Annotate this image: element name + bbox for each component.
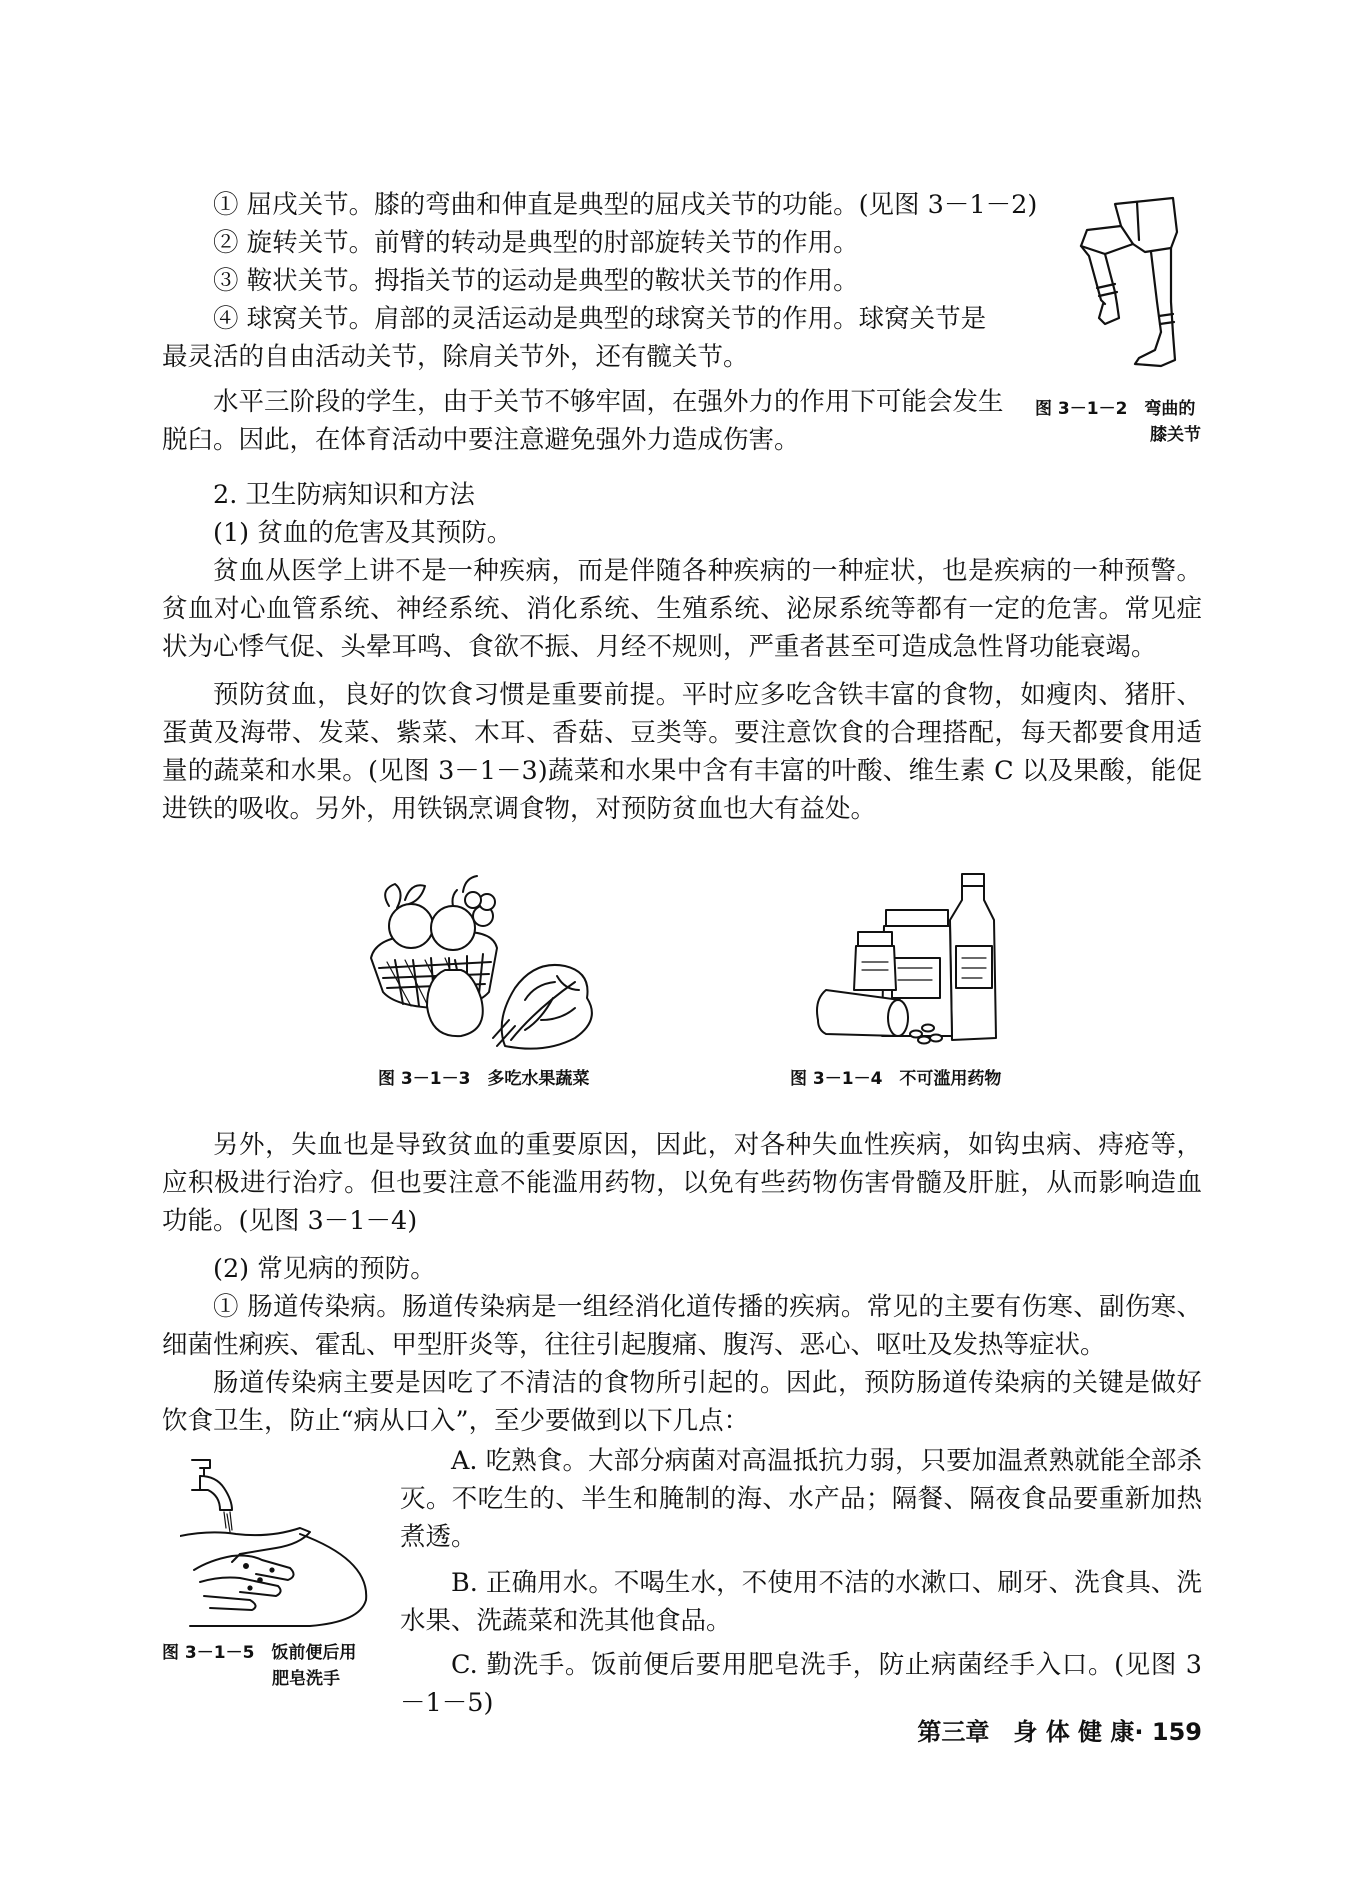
figure-washing-hands-caption-2 (272, 1666, 340, 1692)
page-footer (917, 1712, 1202, 1747)
figure-washing-hands-caption (162, 1640, 356, 1666)
figure-fruits-vegetables-caption: 图 3－1－3 多吃水果蔬菜 (378, 1069, 590, 1089)
joint-item-2: ② 旋转关节。前臂的转动是典型的肘部旋转关节的作用。 (213, 228, 859, 258)
paragraph-anemia-prevention: 预防贫血，良好的饮食习惯是重要前提。平时应多吃含铁丰富的食物，如瘦肉、猪肝、蛋黄及海带、发菜、紫菜、木耳、香菇、豆类等。要注意饮食的合理搭配，每天都要食用适量的蔬菜和水果。(见图 3－1－3)蔬菜和水果中含有丰富的叶酸、维生素 C 以及果酸，能促进铁的吸收。另外，用铁锅烹调食物，对预防贫血也大有益处。 (162, 680, 1202, 824)
fig315-text2: 肥皂洗手 (272, 1669, 340, 1689)
section-heading-hygiene: 2. 卫生防病知识和方法 (213, 480, 475, 510)
fruits-vegetables-illustration (365, 870, 625, 1055)
point-c-wash-hands: C. 勤洗手。饭前便后要用肥皂洗手，防止病菌经手入口。(见图 3－1－5) (400, 1650, 1202, 1718)
medicines-illustration (812, 870, 1004, 1055)
joint-item-1: ① 屈戌关节。膝的弯曲和伸直是典型的屈戌关节的功能。(见图 3－1－2) (213, 190, 1038, 220)
figure-washing-hands (180, 1450, 380, 1628)
paragraph-intestinal-disease: ① 肠道传染病。肠道传染病是一组经消化道传播的疾病。常见的主要有伤寒、副伤寒、细菌性痢疾、霍乱、甲型肝炎等，往往引起腹痛、腹泻、恶心、呕吐及发热等症状。 (162, 1292, 1202, 1360)
fig315-label: 图 3－1－5 (162, 1643, 255, 1663)
joint-item-4-line2: 最灵活的自由活动关节，除肩关节外，还有髋关节。 (162, 342, 749, 372)
fig312-text2: 膝关节 (1150, 425, 1201, 445)
figure-medicines-caption: 图 3－1－4 不可滥用药物 (790, 1069, 1002, 1089)
paragraph-intestinal-cause: 肠道传染病主要是因吃了不清洁的食物所引起的。因此，预防肠道传染病的关键是做好饮食卫生，防止“病从口入”，至少要做到以下几点： (162, 1368, 1202, 1436)
joint-warning-line1: 水平三阶段的学生，由于关节不够牢固，在强外力的作用下可能会发生 (213, 387, 1004, 417)
joint-item-3: ③ 鞍状关节。拇指关节的运动是典型的鞍状关节的作用。 (213, 266, 859, 296)
paragraph-anemia: 贫血从医学上讲不是一种疾病，而是伴随各种疾病的一种症状，也是疾病的一种预警。贫血对心血管系统、神经系统、消化系统、生殖系统、泌尿系统等都有一定的危害。常见症状为心悸气促、头晕耳鸣、食欲不振、月经不规则，严重者甚至可造成急性肾功能衰竭。 (162, 556, 1202, 662)
page-number: · 159 (1134, 1718, 1202, 1746)
fig315-text1: 饭前便后用 (271, 1643, 357, 1663)
subheading-anemia: (1) 贫血的危害及其预防。 (213, 518, 513, 548)
joint-item-4-line1: ④ 球窝关节。肩部的灵活运动是典型的球窝关节的作用。球窝关节是 (213, 304, 987, 334)
figure-fruits-vegetables (365, 870, 625, 1055)
joint-warning-line2: 脱臼。因此，在体育活动中要注意避免强外力造成伤害。 (162, 425, 800, 455)
point-a-cooked-food: A. 吃熟食。大部分病菌对高温抵抗力弱，只要加温煮熟就能全部杀灭。不吃生的、半生和腌制的海、水产品；隔餐、隔夜食品要重新加热煮透。 (400, 1446, 1202, 1552)
point-b-clean-water: B. 正确用水。不喝生水，不使用不洁的水漱口、刷牙、洗食具、洗水果、洗蔬菜和洗其他食品。 (400, 1568, 1202, 1636)
fig312-text1: 弯曲的 (1144, 399, 1196, 419)
chapter-title: 第三章 身 体 健 康 (917, 1718, 1135, 1746)
paragraph-blood-loss: 另外，失血也是导致贫血的重要原因，因此，对各种失血性疾病，如钩虫病、痔疮等，应积极进行治疗。但也要注意不能滥用药物，以免有些药物伤害骨髓及肝脏，从而影响造血功能。(见图 3－1－4) (162, 1130, 1202, 1236)
figure-bent-knee (1075, 192, 1200, 382)
figure-bent-knee-caption-2 (1150, 422, 1201, 448)
bent-knee-illustration (1075, 192, 1200, 382)
subheading-common-diseases: (2) 常见病的预防。 (213, 1254, 436, 1284)
fig312-label: 图 3－1－2 (1035, 399, 1128, 419)
figure-medicines (812, 870, 1004, 1055)
washing-hands-illustration (180, 1450, 380, 1628)
figure-bent-knee-caption (1035, 396, 1195, 422)
